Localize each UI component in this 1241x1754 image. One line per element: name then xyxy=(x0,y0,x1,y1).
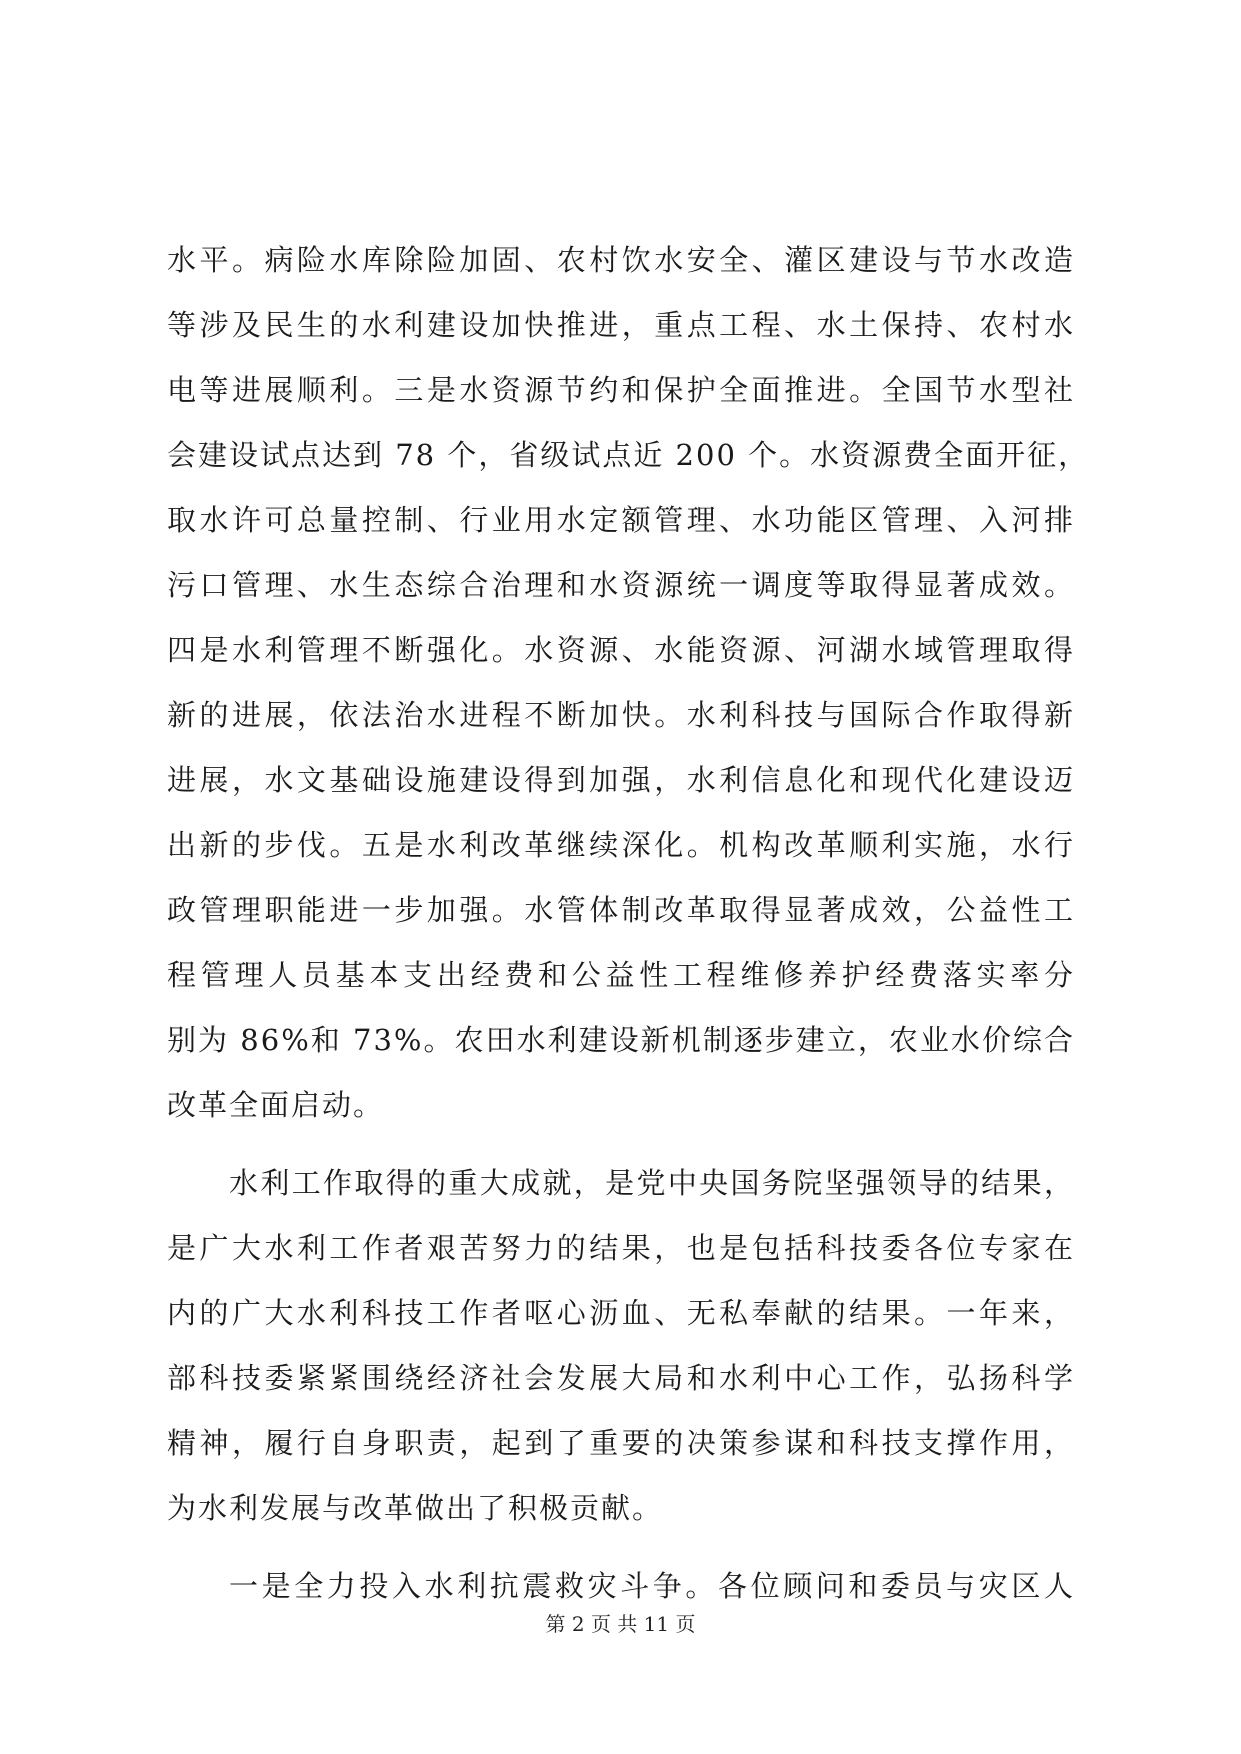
text-line: 水利工作取得的重大成就，是党中央国务院坚强领导的结果， xyxy=(229,1166,1075,1200)
text-line: 电等进展顺利。三是水资源节约和保护全面推进。全国节水型社 xyxy=(167,373,1075,407)
text-line: 取水许可总量控制、行业用水定额管理、水功能区管理、入河排 xyxy=(167,503,1075,537)
text-line: 政管理职能进一步加强。水管体制改革取得显著成效，公益性工 xyxy=(167,893,1075,927)
text-line: 是广大水利工作者艰苦努力的结果，也是包括科技委各位专家在 xyxy=(167,1231,1075,1265)
text-line: 内的广大水利科技工作者呕心沥血、无私奉献的结果。一年来， xyxy=(167,1296,1075,1330)
paragraph-1 xyxy=(167,228,1090,1138)
paragraph-gap xyxy=(167,1138,1075,1151)
text-line: 四是水利管理不断强化。水资源、水能资源、河湖水域管理取得 xyxy=(167,633,1075,667)
text-line: 精神，履行自身职责，起到了重要的决策参谋和科技支撑作用， xyxy=(167,1426,1075,1460)
text-line: 进展，水文基础设施建设得到加强，水利信息化和现代化建设迈 xyxy=(167,763,1075,797)
text-line: 污口管理、水生态综合治理和水资源统一调度等取得显著成效。 xyxy=(167,568,1075,602)
text-line: 等涉及民生的水利建设加快推进，重点工程、水土保持、农村水 xyxy=(167,308,1075,342)
text-line: 一是全力投入水利抗震救灾斗争。各位顾问和委员与灾区人 xyxy=(229,1569,1075,1603)
text-line: 会建设试点达到 78 个，省级试点近 200 个。水资源费全面开征， xyxy=(167,438,1090,472)
paragraph-2 xyxy=(167,1151,1075,1541)
page-number-footer: 第 2 页 共 11 页 xyxy=(545,1612,696,1636)
text-line: 新的进展，依法治水进程不断加快。水利科技与国际合作取得新 xyxy=(167,698,1075,732)
text-line: 别为 86%和 73%。农田水利建设新机制逐步建立，农业水价综合 xyxy=(167,1023,1075,1057)
document-body xyxy=(167,228,1090,1619)
text-line: 出新的步伐。五是水利改革继续深化。机构改革顺利实施，水行 xyxy=(167,828,1075,862)
text-line: 程管理人员基本支出经费和公益性工程维修养护经费落实率分 xyxy=(167,958,1075,992)
text-line: 水平。病险水库除险加固、农村饮水安全、灌区建设与节水改造 xyxy=(167,243,1075,277)
text-line: 为水利发展与改革做出了积极贡献。 xyxy=(167,1491,664,1525)
text-line: 改革全面启动。 xyxy=(167,1088,385,1122)
text-line: 部科技委紧紧围绕经济社会发展大局和水利中心工作，弘扬科学 xyxy=(167,1361,1075,1395)
paragraph-gap xyxy=(167,1541,1075,1554)
